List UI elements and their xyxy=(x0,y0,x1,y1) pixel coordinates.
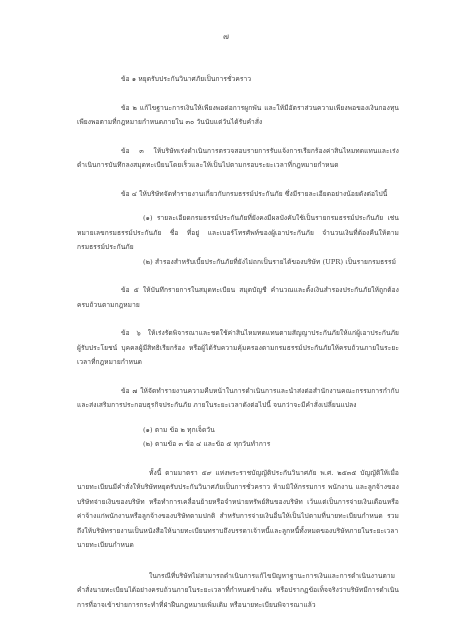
document-body xyxy=(77,72,399,612)
paragraph-clause-5: ข้อ ๕ ให้บันทึกรายการในสมุดทะเบียน สมุดบัญชี คำนวณและตั้งเงินสำรองประกันภัยให้ถูกต้อง ครบถ้วนตามกฎหมาย xyxy=(77,286,399,309)
paragraph-clause-4-item-1: (๑) รายละเอียดกรมธรรม์ประกันภัยที่ยังคงมีผลบังคับใช้เป็นรายกรมธรรม์ประกันภัย เช่น หมายเลขกรมธรรม์ประกันภัย ชื่อ ที่อยู่ และเบอร์โทรศัพท์ของผู้เอาประกันภัย จำนวนเงินที่ต้องคืนให้ตามกรมธรรม์ประกันภัย xyxy=(77,214,399,251)
paragraph-clause-4: ข้อ ๔ ให้บริษัทจัดทำรายงานเกี่ยวกับกรมธรรม์ประกันภัย ซึ่งมีรายละเอียดอย่างน้อยดังต่อไปนี้ xyxy=(121,189,388,198)
paragraph-clause-2: ข้อ ๒ แก้ไขฐานะการเงินให้เพียงพอต่อการผูกพัน และให้มีอัตราส่วนความเพียงพอของเงินกองทุนเพียงพอตามที่กฎหมายกำหนดภายใน ๓๐ วันนับแต่วันได้รับคำสั่ง xyxy=(77,103,399,126)
paragraph-clause-7-item-1: (๑) ตาม ข้อ ๒ ทุกเจ็ดวัน xyxy=(143,425,215,434)
paragraph-clause-7: ข้อ ๗ ให้จัดทำรายงานความคืบหน้าในการดำเนินการและนำส่งต่อสำนักงานคณะกรรมการกำกับและส่งเสริมการประกอบธุรกิจประกันภัย ภายในระยะเวลาดังต่อไปนี้ จนกว่าจะมีคำสั่งเปลี่ยนแปลง xyxy=(77,386,399,409)
paragraph-clause-7-item-2: (๒) ตามข้อ ๓ ข้อ ๔ และข้อ ๕ ทุกวันทำการ xyxy=(143,440,271,448)
paragraph-clause-4-item-2: (๒) สำรองสำหรับเบี้ยประกันภัยที่ยังไม่ถกเป็นรายได้ของบริษัท (UPR) เป็นรายกรมธรรม์ xyxy=(143,257,397,266)
paragraph-consequence: ในกรณีที่บริษัทไม่สามารถดำเนินการแก้ไขปัญหาฐานะการเงินและการดำเนินงานตามคำสั่งนายทะเบียนได้อย่างครบถ้วนภายในระยะเวลาที่กำหนดข้างต้น หรือปรากฏข้อเท็จจริงว่าบริษัทมีการดำเนินการที่อาจเข้าข่ายการกระทำที่ฝ่าฝืนกฎหมายเพิ่มเติม หรือนายทะเบียนพิจารณาแล้ว xyxy=(77,571,399,609)
paragraph-legal-note: ทั้งนี้ ตามมาตรา ๕๙ แห่งพระราชบัญญัติประกันวินาศภัย พ.ศ. ๒๕๓๕ บัญญัติให้เมื่อนายทะเบียนมีคำสั่งให้บริษัทหยุดรับประกันวินาศภัยเป็นการชั่วคราว ห้ามมิให้กรรมการ พนักงาน และลูกจ้างของบริษัทจ่ายเงินของบริษัท หรือทำการเคลื่อนย้ายหรือจำหน่ายทรัพย์สินของบริษัท เว้นแต่เป็นการจ่ายเงินเดือนหรือค่าจ้างแก่พนักงานหรือลูกจ้างของบริษัทตามปกติ สำหรับการจ่ายเงินอื่นให้เป็นไปตามที่นายทะเบียนกำหนด รวมถึงให้บริษัทรายงานเป็นหนังสือให้นายทะเบียนทราบถึงบรรดาเจ้าหนี้และลูกหนี้ทั้งหมดของบริษัทภายในระยะเวลานายทะเบียนกำหนด xyxy=(77,468,399,549)
paragraph-clause-6: ข้อ ๖ ให้เร่งรัดพิจารณาและชดใช้ค่าสินไหมทดแทนตามสัญญาประกันภัยให้แก่ผู้เอาประกันภัย ผู้รับประโยชน์ บุคคลผู้มีสิทธิเรียกร้อง หรือผู้ได้รับความคุ้มครองตามกรมธรรม์ประกันภัยให้ครบถ้วนภายในระยะเวลาที่กฎหมายกำหนด xyxy=(77,329,399,366)
page-number: ๗ xyxy=(222,32,229,41)
paragraph-clause-3: ข้อ ๓ ให้บริษัทเร่งดำเนินการตรวจสอบรายการรับแจ้งการเรียกร้องค่าสินไหมทดแทนและเร่งดำเนินการบันทึกลงสมุดทะเบียนโดยเร็วและให้เป็นไปตามกรอบระยะเวลาที่กฎหมายกำหนด xyxy=(77,146,399,169)
paragraph-clause-1: ข้อ ๑ หยุดรับประกันวินาศภัยเป็นการชั่วคราว xyxy=(121,75,252,83)
